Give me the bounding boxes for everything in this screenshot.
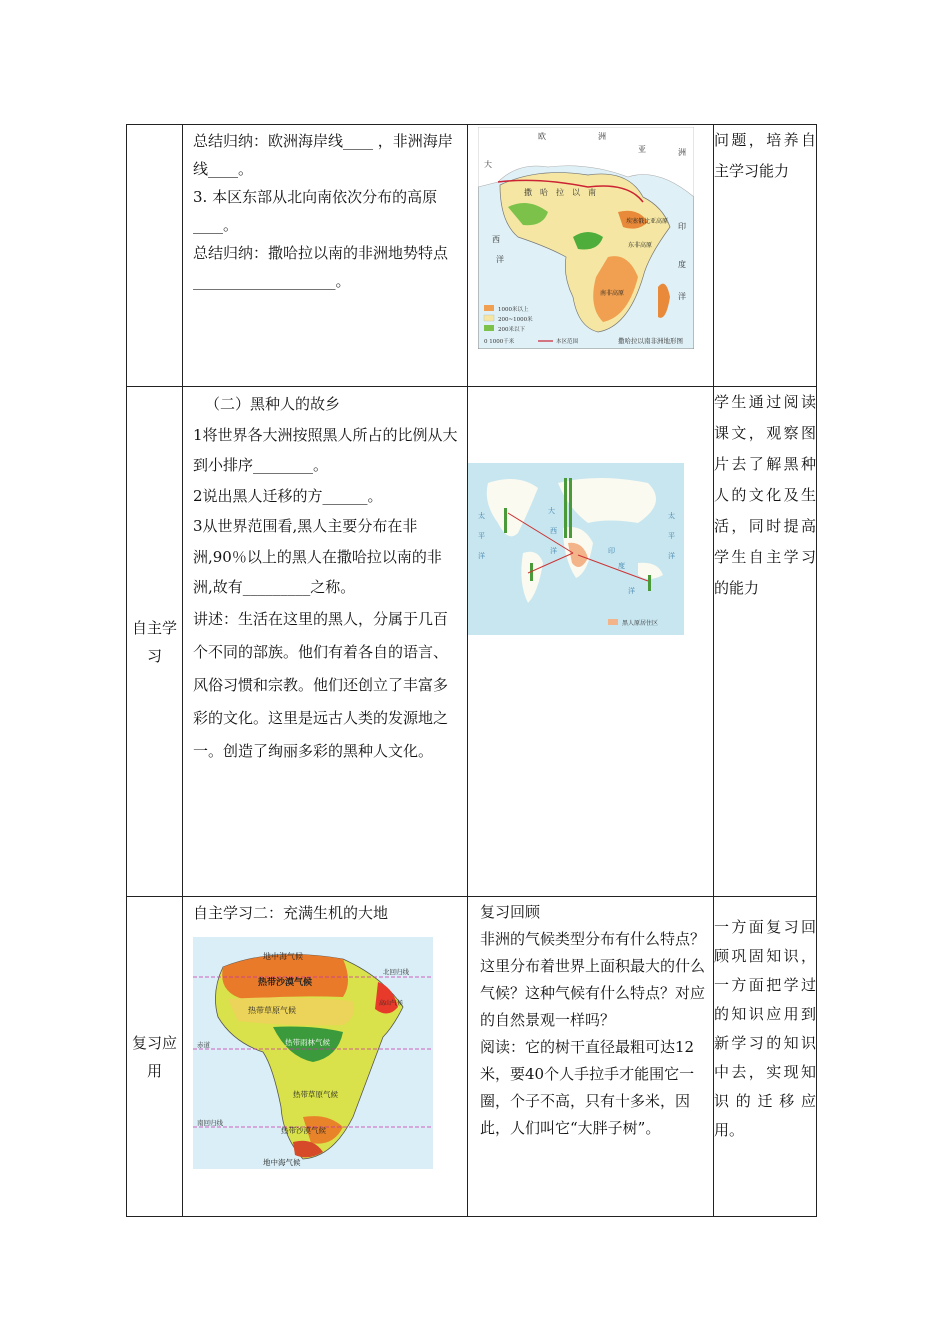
map-label: 欧	[538, 132, 546, 141]
review-title: 复习回顾	[480, 903, 541, 921]
map-label: 热带雨林气候	[285, 1038, 330, 1047]
map-label: 洲	[678, 148, 686, 157]
review-question: 非洲的气候类型分布有什么特点？这里分布着世界上面积最大的什么气候？这种气候有什么特点？对应的自然景观一样吗？	[480, 930, 706, 1029]
map-label: 亚	[638, 145, 646, 154]
map-label: 太	[478, 512, 485, 520]
map-label: 洋	[478, 552, 485, 560]
question-plateaus: 3. 本区东部从北向南依次分布的高原____。	[193, 188, 438, 234]
map-label: 南非高原	[600, 290, 625, 297]
map-label: 洋	[550, 547, 557, 555]
question-3: 3从世界范围看,黑人主要分布在非洲,90％以上的黑人在撒哈拉以南的非洲,故有_________之称。	[193, 517, 442, 596]
terrain-map	[478, 127, 694, 349]
legend-mid: 200~1000米	[498, 317, 533, 323]
map-label: 洋	[628, 587, 635, 595]
map-caption: 撒哈拉以南非洲地形图	[618, 337, 683, 345]
map-label: 地中海气候	[263, 1158, 301, 1167]
map-label: 撒	[524, 188, 532, 197]
map-label: 度	[678, 260, 686, 269]
map-label: 以	[572, 188, 580, 197]
map-label: 太	[668, 512, 675, 520]
map-label: 洋	[496, 255, 504, 264]
summary-coastline: 总结归纳：欧洲海岸线____ ，非洲海岸线____。	[193, 132, 453, 178]
review-cell	[468, 897, 714, 1217]
map-label: 东非高原	[628, 242, 653, 249]
content-cell	[183, 897, 468, 1217]
legend-low: 200米以下	[498, 327, 525, 333]
map-label: 平	[668, 532, 675, 540]
map-label: 热带沙漠气候	[258, 978, 313, 988]
map-label: 西	[550, 527, 557, 535]
climate-map	[193, 937, 433, 1169]
map-cell	[468, 125, 714, 387]
map-legend: 黑人原居住区	[622, 620, 659, 627]
map-label: 大	[548, 507, 555, 515]
map-label: 热带沙漠气候	[281, 1126, 326, 1135]
latitude-label: 北回归线	[383, 968, 409, 976]
map-label: 哈	[540, 188, 548, 197]
question-1: 1将世界各大洲按照黑人所占的比例从大到小排序________。	[193, 425, 458, 474]
content-cell	[183, 125, 468, 387]
aim-cell: 一方面复习回顾巩固知识，一方面把学过的知识应用到新学习的知识中去，实现知识的迁移应用。	[714, 897, 817, 1217]
section-title: （二）黑种人的故乡	[205, 395, 341, 413]
map-label: 高山气候	[379, 1000, 404, 1007]
map-label: 热带草原气候	[248, 1006, 296, 1015]
map-label: 大	[484, 160, 492, 169]
map-label: 地中海气候	[263, 952, 303, 961]
legend-region: 本区范围	[556, 339, 579, 345]
map-label: 拉	[556, 188, 564, 197]
map-label: 度	[618, 562, 625, 570]
row-label: 自主学习	[127, 387, 183, 897]
table-row	[127, 387, 817, 897]
map-label: 埃塞俄比亚高原	[626, 218, 669, 225]
table-row	[127, 897, 817, 1217]
summary-terrain: 总结归纳：撒哈拉以南的非洲地势特点___________________。	[193, 244, 449, 290]
map-label: 印	[608, 547, 615, 555]
black-migration-map	[468, 463, 684, 635]
map-label: 洋	[678, 292, 686, 301]
aim-cell: 问题，培养自主学习能力	[714, 125, 817, 387]
map-label: 平	[478, 532, 485, 540]
latitude-label: 南回归线	[197, 1119, 223, 1127]
map-scale: 0 1000千米	[484, 339, 515, 345]
question-2: 2说出黑人迁移的方______。	[193, 486, 383, 505]
latitude-label: 赤道	[197, 1041, 210, 1049]
legend-high: 1000米以上	[498, 307, 529, 313]
map-label: 西	[492, 235, 500, 244]
map-cell	[468, 387, 714, 897]
map-label: 南	[588, 188, 596, 197]
map-label: 洲	[598, 132, 606, 141]
row-label: 复习应用	[127, 897, 183, 1217]
reading-text: 阅读：它的树干直径最粗可达12米，要40个人手拉手才能围它一圈，个子不高，只有十多米，因此，人们叫它“大胖子树”。	[480, 1038, 695, 1137]
section-title: 自主学习二：充满生机的大地	[193, 904, 389, 922]
map-label: 热带草原气候	[293, 1090, 338, 1099]
narration: 讲述：生活在这里的黑人，分属于几百个不同的部族。他们有着各自的语言、风俗习惯和宗教。他们还创立了丰富多彩的文化。这里是远古人类的发源地之一。创造了绚丽多彩的黑种人文化。	[193, 609, 449, 760]
aim-cell: 学生通过阅读课文，观察图片去了解黑种人的文化及生活，同时提高学生自主学习的能力	[714, 387, 817, 897]
lesson-table	[126, 124, 817, 1217]
table-row	[127, 125, 817, 387]
row-label	[127, 125, 183, 387]
map-label: 印	[678, 222, 686, 231]
map-label: 洋	[668, 552, 675, 560]
content-cell	[183, 387, 468, 897]
